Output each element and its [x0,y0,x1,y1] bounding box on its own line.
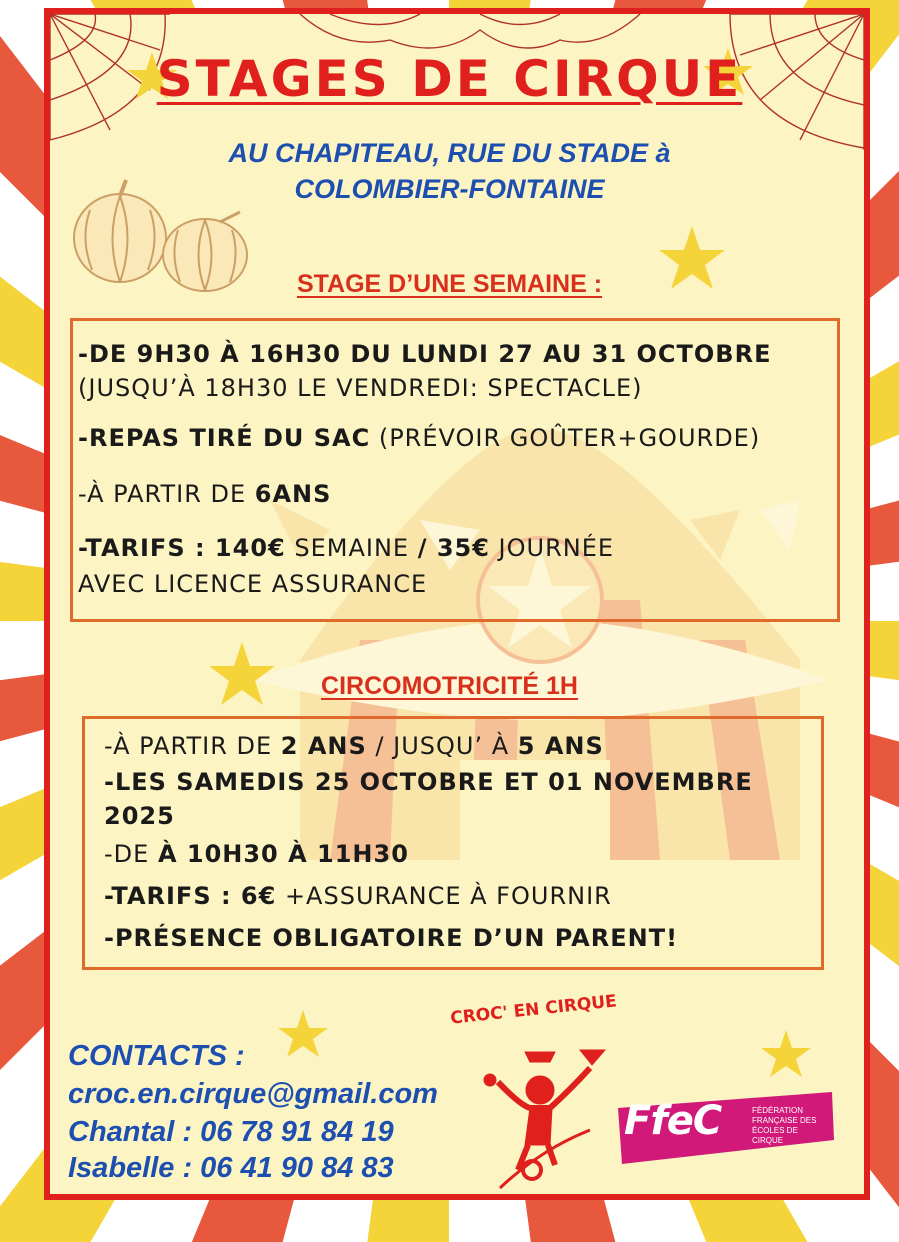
circo-dates: -LES SAMEDIS 25 OCTOBRE ET 01 NOVEMBRE [104,768,753,796]
contact-isabelle[interactable]: Isabelle : 06 41 90 84 83 [68,1152,394,1184]
circomotricite-heading: CIRCOMOTRICITÉ 1H [321,672,578,700]
week-stage-friday-note: (JUSQU’À 18H30 LE VENDREDI: SPECTACLE) [78,374,643,402]
ffec-logo-caption: FÉDÉRATION FRANÇAISE DES ÉCOLES DE CIRQUE [752,1106,817,1145]
circo-age: -À PARTIR DE 2 ANS / JUSQU’ À 5 ANS [104,732,604,760]
week-stage-hours: -DE 9H30 À 16H30 DU LUNDI 27 AU 31 OCTOBRE [78,340,772,368]
week-stage-tariffs: -TARIFS : 140€ SEMAINE / 35€ JOURNÉE [78,534,615,562]
circo-time: -DE À 10H30 À 11H30 [104,840,409,868]
club-logo-text: CROC' EN CIRQUE [449,991,618,1029]
juggler-logo-icon [470,1030,620,1190]
week-stage-heading: STAGE D’UNE SEMAINE : [296,270,603,298]
week-stage-age: -À PARTIR DE 6ANS [78,480,332,508]
poster-title: STAGES DE CIRQUE [156,50,743,108]
contacts-heading: CONTACTS : [68,1040,245,1072]
circo-year: 2025 [104,802,175,830]
ffec-logo-text: FfeC [624,1098,722,1144]
week-stage-tariff-note: AVEC LICENCE ASSURANCE [78,570,428,598]
circo-tariffs: -TARIFS : 6€ +ASSURANCE À FOURNIR [104,882,612,910]
location-line-1: AU CHAPITEAU, RUE DU STADE à [228,138,671,168]
contact-email[interactable]: croc.en.cirque@gmail.com [68,1078,438,1110]
contact-chantal[interactable]: Chantal : 06 78 91 84 19 [68,1116,394,1148]
location-line-2: COLOMBIER-FONTAINE [294,174,605,204]
week-stage-meal: -REPAS TIRÉ DU SAC (PRÉVOIR GOÛTER+GOURDE) [78,424,761,452]
circo-parent: -PRÉSENCE OBLIGATOIRE D’UN PARENT! [104,924,679,952]
